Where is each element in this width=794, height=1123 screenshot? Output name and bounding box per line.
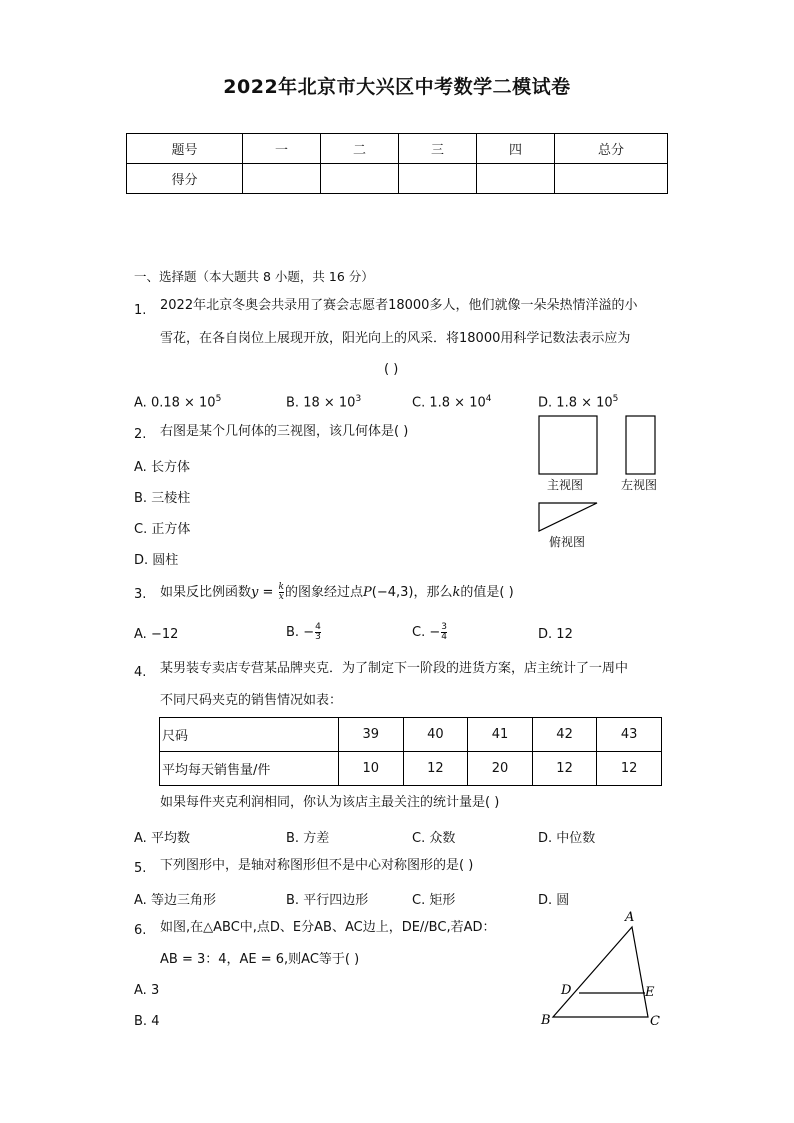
question-number: 3. xyxy=(134,587,147,602)
option-d: D. 中位数 xyxy=(538,831,596,846)
score-cell xyxy=(243,164,321,194)
option-b: B. − $\frac{4}{3}$ xyxy=(286,622,321,642)
table-cell: 20 xyxy=(468,752,533,786)
score-cell xyxy=(555,164,668,194)
score-cell: 三 xyxy=(399,134,477,164)
table-cell: 39 xyxy=(339,718,404,752)
option-d: D. 圆 xyxy=(538,893,570,908)
table-row xyxy=(160,718,662,752)
point-label-d: D xyxy=(561,983,572,998)
option-b: B. 4 xyxy=(134,1014,160,1029)
front-view xyxy=(539,416,597,474)
option-c: C. 矩形 xyxy=(412,893,456,908)
question-number: 1. xyxy=(134,303,147,318)
option-c: C. $1.8 \times 10^4$ xyxy=(412,394,492,411)
question-text: 2022年北京冬奥会共录用了赛会志愿者18000多人，他们就像一朵朵热情洋溢的小 xyxy=(160,298,638,313)
question-number: 6. xyxy=(134,923,147,938)
option-a: A. 等边三角形 xyxy=(134,893,216,908)
answer-bracket: ( ) xyxy=(384,362,399,377)
question-text: 右图是某个几何体的三视图，该几何体是( ) xyxy=(160,424,409,439)
front-view-label: 主视图 xyxy=(547,478,584,492)
option-a: A. 3 xyxy=(134,983,160,998)
score-cell: 题号 xyxy=(127,134,243,164)
section-heading: 一、选择题（本大题共 8 小题，共 16 分） xyxy=(134,269,374,284)
question-text: AB = 3：4，AE = 6,则AC等于( ) xyxy=(160,952,360,967)
score-cell: 总分 xyxy=(555,134,668,164)
option-b: B. 三棱柱 xyxy=(134,491,191,506)
score-table xyxy=(126,133,668,194)
option-d: D. 圆柱 xyxy=(134,553,179,568)
score-cell xyxy=(477,164,555,194)
option-d: D. 12 xyxy=(538,627,573,642)
table-cell: 42 xyxy=(532,718,597,752)
option-b: B. $18 \times 10^3$ xyxy=(286,394,362,411)
option-c: C. 众数 xyxy=(412,831,456,846)
question-number: 2. xyxy=(134,427,147,442)
top-view-label: 俯视图 xyxy=(549,535,586,549)
question-text: 下列图形中，是轴对称图形但不是中心对称图形的是( ) xyxy=(160,858,474,873)
option-b: B. 平行四边形 xyxy=(286,893,369,908)
page-title: 2022年北京市大兴区中考数学二模试卷 xyxy=(223,76,571,98)
table-cell: 12 xyxy=(403,752,468,786)
question-text: 如果每件夹克利润相同，你认为该店主最关注的统计量是( ) xyxy=(160,795,500,810)
question-text: 如图,在△ABC中,点D、E分AB、AC边上，DE//BC,若AD： xyxy=(160,920,496,935)
table-cell: 41 xyxy=(468,718,533,752)
option-a: A. −12 xyxy=(134,627,179,642)
score-cell: 四 xyxy=(477,134,555,164)
table-cell: 平均每天销售量/件 xyxy=(160,752,339,786)
point-label-a: A xyxy=(625,910,635,925)
table-cell: 10 xyxy=(339,752,404,786)
score-table-header xyxy=(127,134,668,164)
score-cell: 二 xyxy=(321,134,399,164)
score-cell: 得分 xyxy=(127,164,243,194)
option-d: D. $1.8 \times 10^5$ xyxy=(538,394,619,411)
triangle-abc xyxy=(553,927,648,1017)
left-view-label: 左视图 xyxy=(621,478,658,492)
score-cell xyxy=(399,164,477,194)
left-view xyxy=(626,416,655,474)
question-number: 4. xyxy=(134,665,147,680)
table-cell: 12 xyxy=(597,752,662,786)
top-view xyxy=(539,503,597,531)
option-c: C. 正方体 xyxy=(134,522,191,537)
fraction: $\frac{k}{x}$ xyxy=(278,582,285,602)
question-text: 雪花，在各自岗位上展现开放，阳光向上的风采．将18000用科学记数法表示应为 xyxy=(160,331,631,346)
sales-table xyxy=(159,717,662,786)
question-text: 不同尺码夹克的销售情况如表： xyxy=(160,693,343,708)
point-label-b: B xyxy=(541,1013,551,1028)
option-a: A. $0.18 \times 10^5$ xyxy=(134,394,222,411)
table-cell: 43 xyxy=(597,718,662,752)
question-text: 某男装专卖店专营某品牌夹克．为了制定下一阶段的进货方案，店主统计了一周中 xyxy=(160,661,629,676)
score-cell xyxy=(321,164,399,194)
question-number: 5. xyxy=(134,861,147,876)
option-a: A. 平均数 xyxy=(134,831,190,846)
option-a: A. 长方体 xyxy=(134,460,190,475)
option-b: B. 方差 xyxy=(286,831,330,846)
table-cell: 尺码 xyxy=(160,718,339,752)
question-text: 如果反比例函数y = $\frac{k}{x}$ 的图象经过点P(−4,3)，那么k的值是( ) xyxy=(160,582,514,602)
score-table-row xyxy=(127,164,668,194)
point-label-e: E xyxy=(645,985,655,1000)
triangle-figure xyxy=(535,905,675,1030)
option-c: C. − $\frac{3}{4}$ xyxy=(412,622,447,642)
table-row xyxy=(160,752,662,786)
table-cell: 40 xyxy=(403,718,468,752)
fraction: $\frac{3}{4}$ xyxy=(441,622,447,642)
table-cell: 12 xyxy=(532,752,597,786)
fraction: $\frac{4}{3}$ xyxy=(315,622,321,642)
score-cell: 一 xyxy=(243,134,321,164)
point-label-c: C xyxy=(650,1014,660,1029)
